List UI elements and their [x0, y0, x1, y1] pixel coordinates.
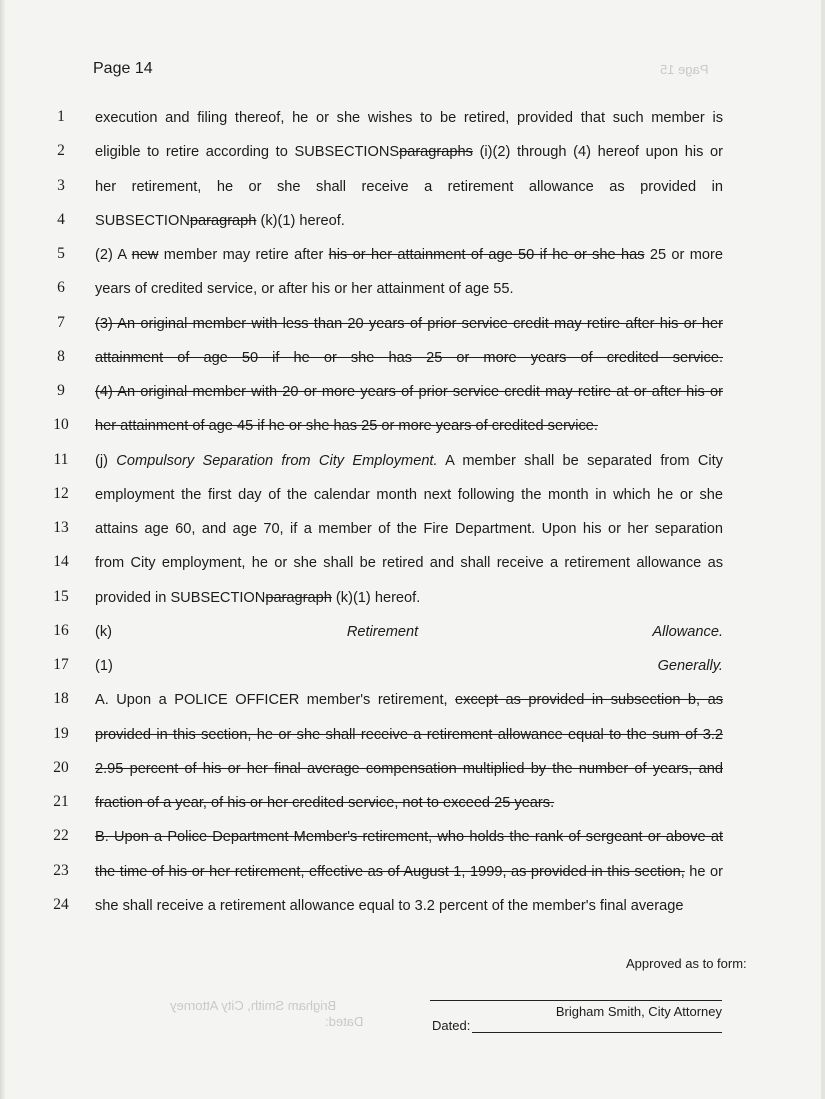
text-segment: (1) [95, 658, 658, 674]
text-segment: (i)(2) through (4) hereof upon his or [472, 144, 723, 161]
text-segment: he or [684, 863, 723, 880]
text-segment: (2) A [95, 247, 132, 263]
line-number: 21 [53, 793, 69, 810]
line-text [95, 177, 723, 197]
struck-text: his or her attainment of age 50 if he or she has [328, 247, 645, 263]
line-text [95, 245, 723, 265]
line-number: 13 [53, 519, 69, 536]
line-text [95, 622, 723, 642]
line-text [95, 690, 723, 710]
line-text [95, 382, 723, 402]
line-text [95, 793, 723, 813]
line-number: 20 [53, 758, 69, 776]
text-segment: years of credited service, or after his or her attainment of age 55. [95, 281, 514, 298]
line-number: 1 [57, 108, 65, 125]
line-row [0, 827, 825, 851]
line-row [0, 862, 825, 886]
line-row [0, 519, 825, 543]
line-text [95, 416, 723, 436]
struck-text: paragraphs [399, 144, 473, 161]
line-number: 10 [53, 416, 69, 434]
text-segment: 25 or more [644, 247, 723, 263]
line-number: 15 [53, 587, 69, 605]
line-row [0, 211, 825, 235]
struck-text: (4) An original member with 20 or more years of prior service credit may retire at or after his or [95, 384, 723, 400]
line-number: 2 [57, 142, 65, 160]
line-row [0, 382, 825, 406]
dated-line [472, 1032, 722, 1033]
line-number: 22 [53, 827, 69, 845]
line-number: 18 [53, 690, 69, 708]
line-row [0, 142, 825, 166]
line-text [95, 211, 723, 231]
line-number: 8 [57, 347, 65, 365]
text-segment: SUBSECTION [95, 212, 190, 229]
line-row [0, 656, 825, 680]
line-text [95, 279, 723, 299]
text-segment: (k)(1) hereof. [256, 212, 345, 229]
line-text [95, 553, 723, 573]
struck-text: except as provided in subsection b, as [455, 692, 723, 709]
line-number: 9 [57, 382, 65, 399]
line-row [0, 690, 825, 714]
line-text [95, 725, 723, 745]
line-row [0, 553, 825, 577]
struck-text: fraction of a year, of his or her credited service, not to exceed 25 years. [95, 795, 555, 811]
line-number: 11 [53, 450, 69, 468]
line-number: 6 [57, 279, 65, 297]
text-segment: execution and filing thereof, he or she wishes to be retired, provided that such member is [95, 110, 723, 126]
dated-label: Dated: [432, 1018, 471, 1033]
line-number: 24 [53, 895, 69, 913]
line-row [0, 725, 825, 749]
text-segment: from City employment, he or she shall be retired and shall receive a retirement allowance as [95, 555, 723, 572]
line-row [0, 759, 825, 783]
struck-text: new [131, 247, 159, 263]
line-number: 4 [57, 210, 65, 228]
line-number: 19 [53, 724, 69, 742]
line-text [95, 656, 723, 676]
line-text [95, 519, 723, 539]
struck-text: provided in this section, he or she shall receive a retirement allowance equal to the sum of 3.2 [95, 726, 723, 743]
line-row [0, 348, 825, 372]
line-text [95, 108, 723, 128]
line-row [0, 314, 825, 338]
text-segment: (k) [95, 623, 347, 640]
approval-label: Approved as to form: [626, 956, 747, 971]
text-segment: attains age 60, and age 70, if a member of the Fire Department. Upon his or her separation [95, 521, 723, 537]
struck-text: 2.95 percent of his or her final average compensation multiplied by the number of years, and [95, 760, 723, 777]
line-number: 23 [53, 861, 69, 879]
line-row [0, 245, 825, 269]
line-row [0, 416, 825, 440]
line-text [95, 485, 723, 505]
page-number-header: Page 14 [93, 60, 153, 77]
text-segment: A member shall be separated from City [437, 452, 723, 469]
line-text [95, 142, 723, 162]
line-text [95, 314, 723, 334]
line-row [0, 177, 825, 201]
line-row [0, 108, 825, 132]
bleed-through-dated: Dated: [325, 1014, 364, 1029]
signature-line [430, 1000, 722, 1001]
bleed-through-signer: Brigham Smith, City Attorney [170, 998, 337, 1013]
line-number: 12 [53, 484, 69, 502]
struck-text: B. Upon a Police Department Member's retirement, who holds the rank of sergeant or above at [95, 829, 723, 846]
line-number: 7 [57, 313, 65, 331]
line-row [0, 485, 825, 509]
line-number: 17 [53, 656, 69, 673]
line-text [95, 827, 723, 847]
line-text [95, 862, 723, 882]
line-number: 16 [53, 621, 69, 639]
line-row [0, 793, 825, 817]
struck-text: paragraph [265, 589, 332, 606]
line-number: 14 [53, 553, 69, 571]
italic-heading-text: Generally. [657, 658, 723, 674]
line-row [0, 622, 825, 646]
line-text [95, 759, 723, 779]
struck-text: paragraph [189, 212, 257, 229]
line-text [95, 896, 723, 916]
line-row [0, 451, 825, 475]
text-segment: provided in SUBSECTION [95, 589, 266, 606]
line-row [0, 279, 825, 303]
line-number: 3 [57, 176, 65, 194]
struck-text: (3) An original member with less than 20 years of prior service credit may retire after his or her [95, 315, 723, 332]
line-row [0, 588, 825, 612]
text-segment: eligible to retire according to SUBSECTIONS [95, 144, 400, 161]
struck-text: the time of his or her retirement, effective as of August 1, 1999, as provided in this section, [95, 863, 685, 880]
bleed-through-page-label: Page 15 [660, 62, 709, 77]
text-segment: she shall receive a retirement allowance equal to 3.2 percent of the member's final average [95, 897, 684, 914]
italic-heading-text: Retirement Allowance. [346, 623, 723, 640]
line-text [95, 348, 723, 368]
line-row [0, 896, 825, 920]
signer-name: Brigham Smith, City Attorney [555, 1004, 722, 1019]
struck-text: her attainment of age 45 if he or she has 25 or more years of credited service. [95, 418, 598, 435]
line-number: 5 [57, 245, 65, 262]
italic-heading-text: Compulsory Separation from City Employment. [116, 452, 438, 469]
text-segment: (k)(1) hereof. [331, 589, 421, 606]
text-segment: (j) [95, 452, 117, 469]
line-text [95, 588, 723, 608]
text-segment: A. Upon a POLICE OFFICER member's retirement, [95, 692, 456, 709]
struck-text: attainment of age 50 if he or she has 25 or more years of credited service. [95, 349, 723, 366]
text-segment: employment the first day of the calendar month next following the month in which he or she [95, 486, 723, 503]
line-text [95, 451, 723, 471]
text-segment: member may retire after [158, 247, 329, 263]
text-segment: her retirement, he or she shall receive a retirement allowance as provided in [95, 178, 723, 195]
